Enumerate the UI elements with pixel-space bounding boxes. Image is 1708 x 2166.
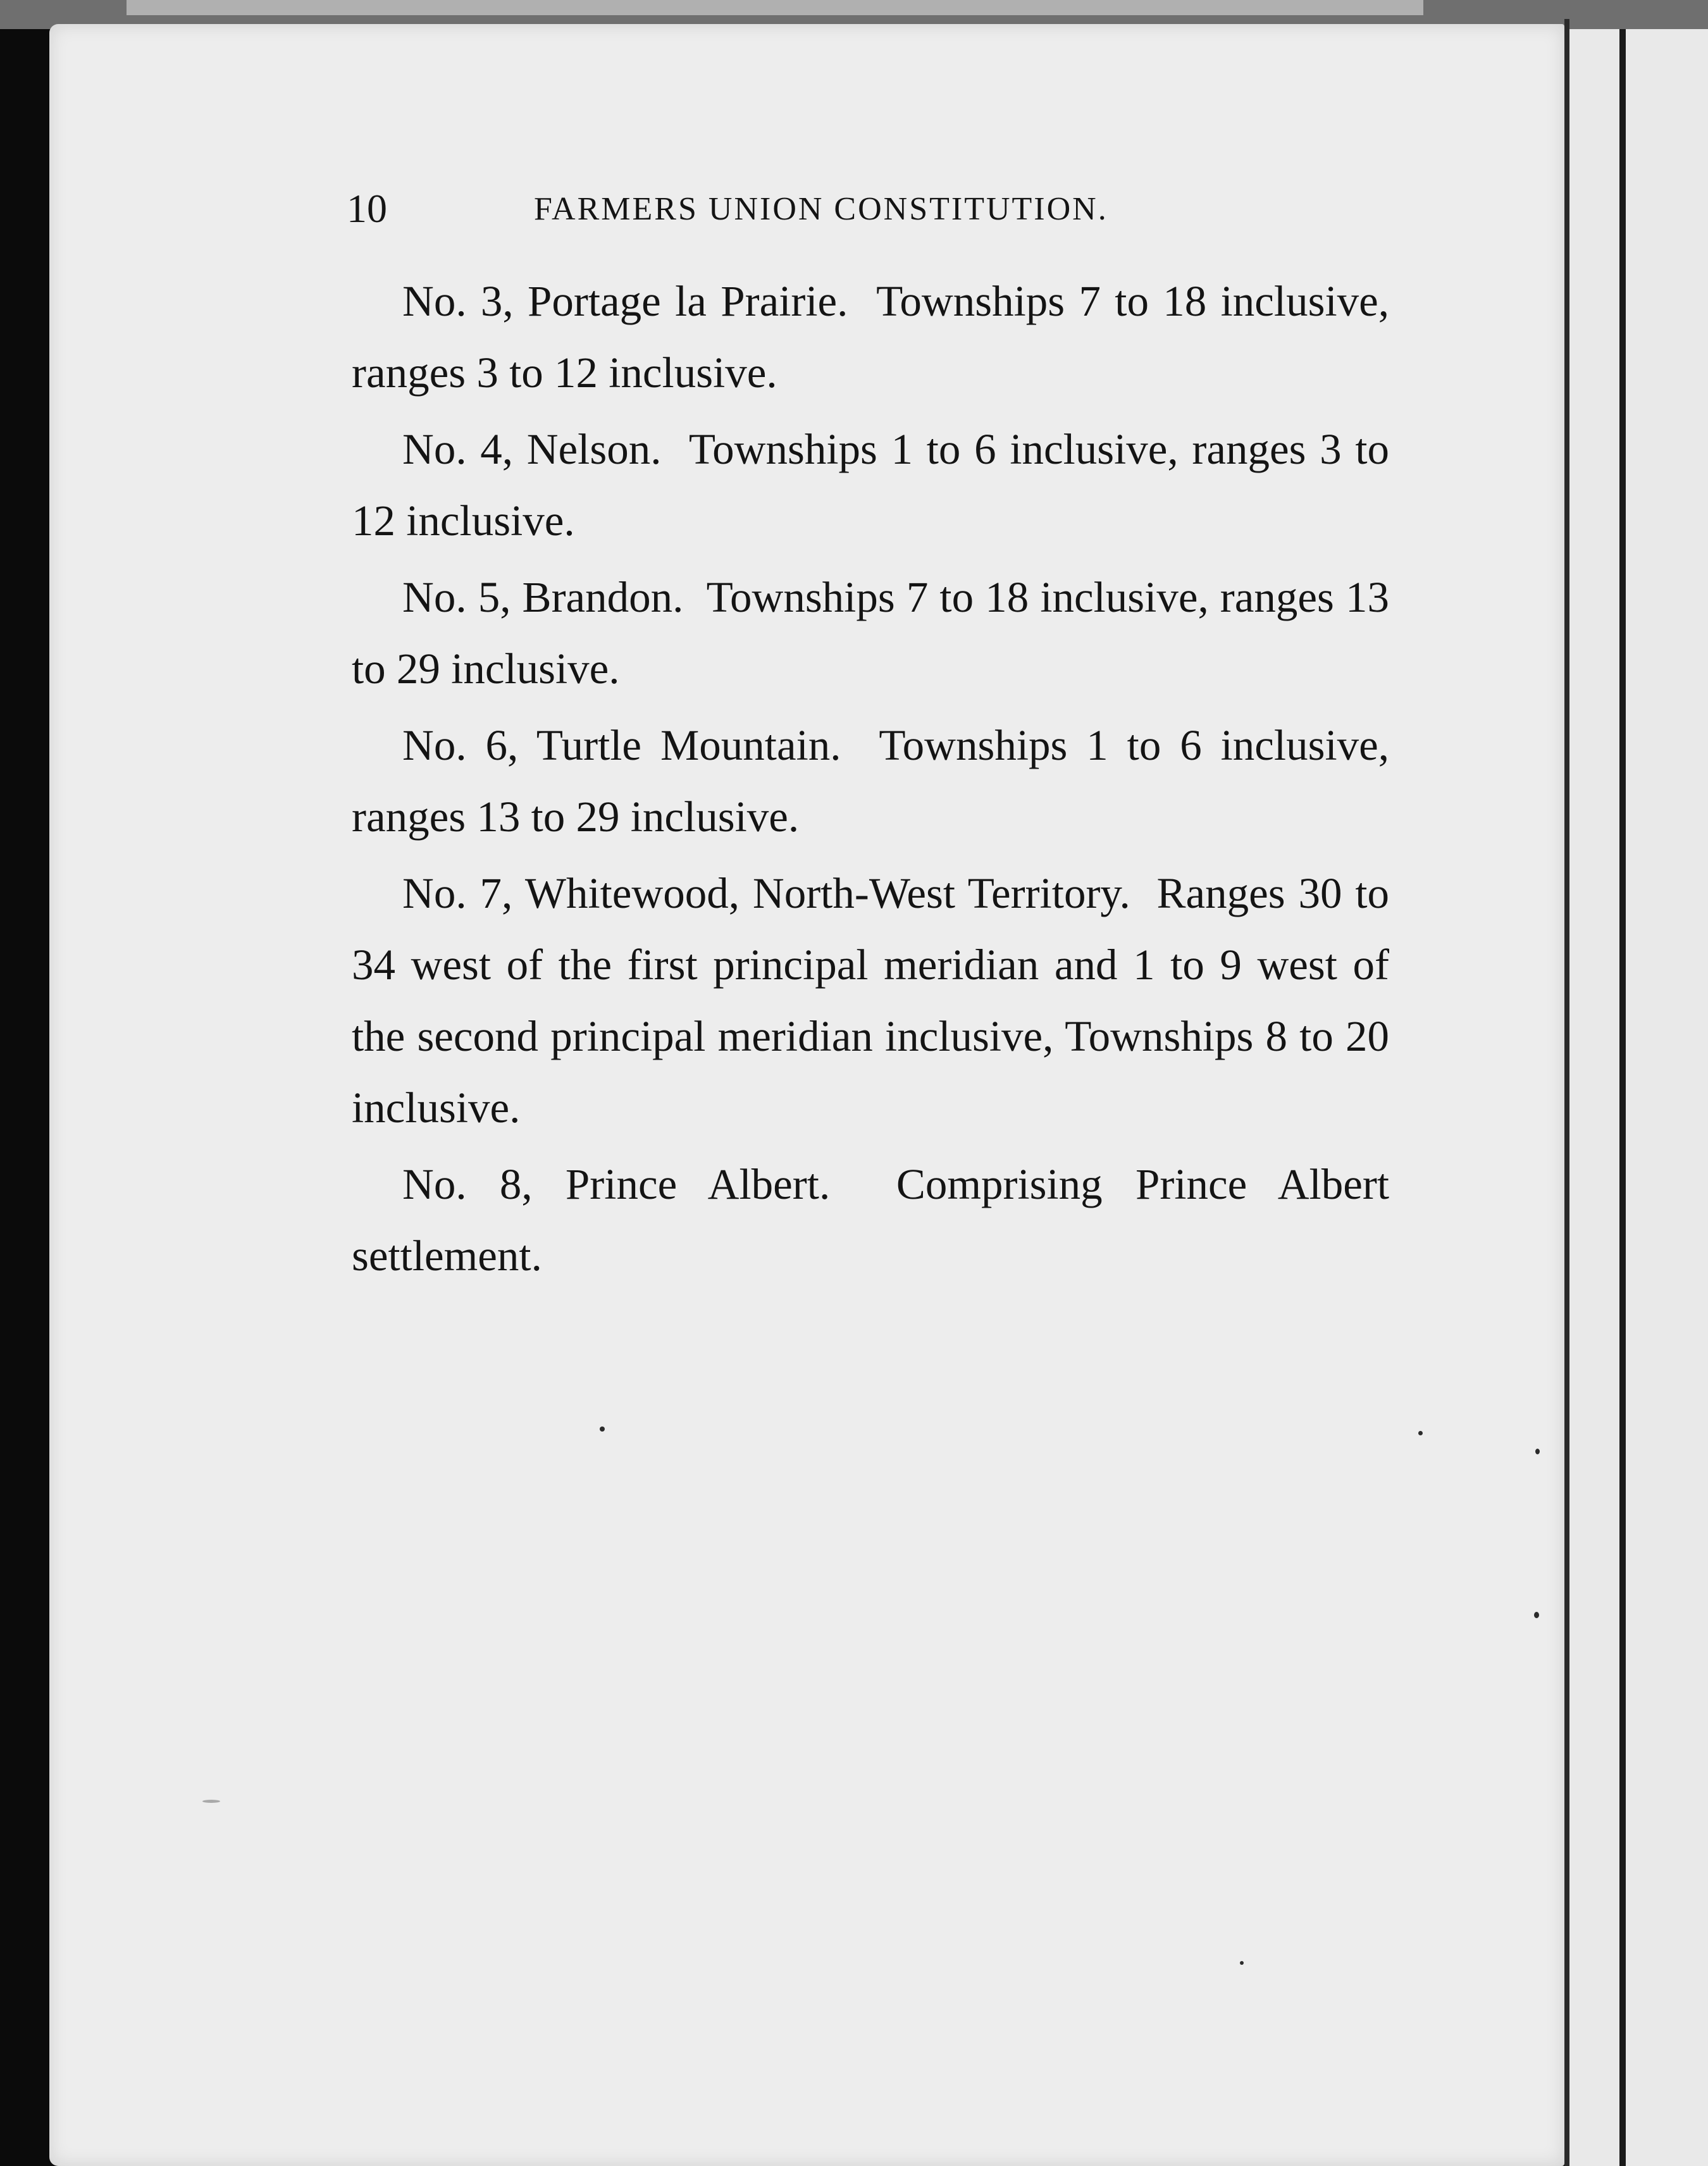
- scan-speck: [600, 1426, 605, 1432]
- district-label: No. 3, Portage la Prairie.: [402, 277, 848, 325]
- adjacent-page-edge: [1569, 29, 1708, 2166]
- district-description: Townships 1 to 6 inclusive, ranges 13 to 29 inclusive.: [352, 721, 1389, 841]
- district-paragraph-7: [352, 858, 1389, 1144]
- district-description: Townships 1 to 6 inclusive, ranges 3 to 12 inclusive.: [352, 425, 1390, 545]
- district-label: No. 4, Nelson.: [402, 425, 662, 473]
- page-gutter-shadow: [1564, 19, 1569, 2166]
- district-paragraph-8: [352, 1149, 1389, 1292]
- district-label: No. 7, Whitewood, North-West Territory.: [402, 869, 1130, 917]
- district-description: Townships 7 to 18 inclusive, ranges 3 to 12 inclusive.: [352, 277, 1390, 397]
- running-header: [347, 183, 1422, 234]
- district-paragraph-6: [352, 710, 1389, 853]
- scan-speck: [1240, 1961, 1244, 1965]
- district-label: No. 6, Turtle Mountain.: [402, 721, 841, 769]
- district-label: No. 8, Prince Albert.: [402, 1160, 831, 1208]
- district-description: Comprising Prince Albert settlement.: [352, 1160, 1390, 1280]
- scan-speck: [1534, 1612, 1539, 1618]
- adjacent-page-border: [1619, 29, 1626, 2166]
- scan-speck: [1535, 1449, 1540, 1454]
- district-list: [352, 266, 1389, 1297]
- district-paragraph-3: [352, 266, 1389, 409]
- scan-speck: [202, 1800, 220, 1803]
- scan-speck: [1418, 1431, 1423, 1435]
- district-paragraph-5: [352, 562, 1389, 705]
- running-title: FARMERS UNION CONSTITUTION.: [534, 191, 1108, 227]
- district-description: Townships 7 to 18 inclusive, ranges 13 to 29 inclusive.: [352, 573, 1389, 693]
- page-number: 10: [347, 186, 387, 231]
- district-paragraph-4: [352, 414, 1389, 557]
- scan-top-border-highlight: [127, 0, 1423, 15]
- district-description: Ranges 30 to 34 west of the first principal meridian and 1 to 9 west of the second principal meridian inclusive, Townships 8 to 20 inclusive.: [352, 869, 1389, 1132]
- district-label: No. 5, Brandon.: [402, 573, 684, 621]
